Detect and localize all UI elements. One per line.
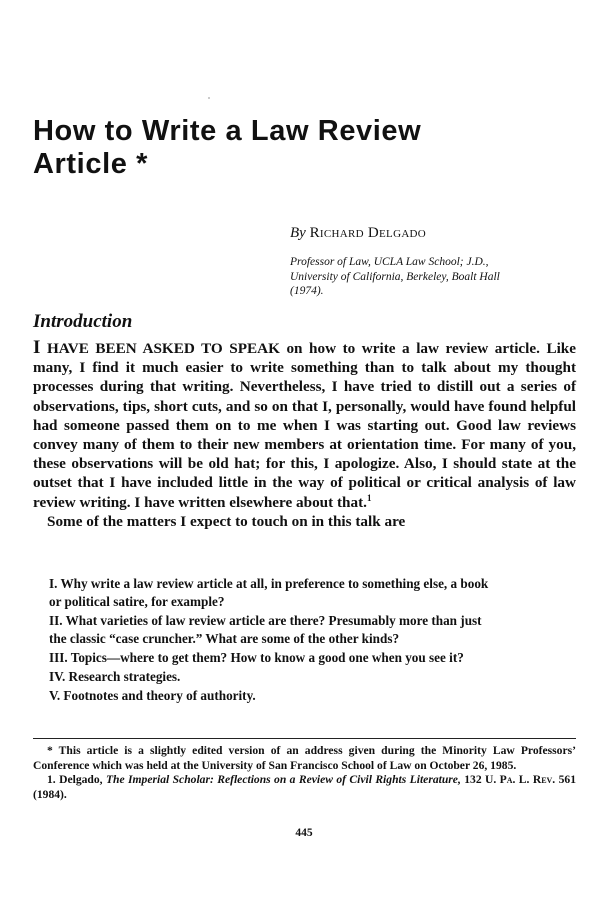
- topic-item-5: V. Footnotes and theory of authority.: [49, 688, 256, 703]
- footnotes: [33, 744, 576, 802]
- page-number: 445: [295, 827, 313, 839]
- article-title-line-2: Article *: [33, 148, 148, 180]
- byline-by: By: [290, 225, 306, 241]
- author-name: Richard Delgado: [309, 225, 427, 241]
- introduction-paragraph-1: [33, 338, 576, 512]
- footnote-1-prefix: 1. Delgado,: [47, 773, 106, 787]
- article-title-line-1: How to Write a Law Review: [33, 115, 422, 147]
- footnote-1: [33, 773, 576, 802]
- section-heading-introduction: Introduction: [33, 311, 133, 332]
- footnote-divider: [33, 738, 576, 739]
- author-affiliation: Professor of Law, UCLA Law School; J.D., University of California, Berkeley, Boalt Hall (1974).: [290, 256, 500, 297]
- scan-speck: [208, 97, 210, 99]
- drop-cap: I: [33, 337, 41, 358]
- introduction-paragraph-1-text: HAVE BEEN ASKED TO SPEAK on how to write a law review article. Like many, I find it much easier to write something than to talk about my thought processes during that writing. Nevertheless, I have tried to distill out a series of observations, tips, short cuts, and so on that I, personally, would have found helpful had someone passed them on to me when I was starting out. Good law reviews convey many of them to their new members at orientation time. For many of you, these observations will be old hat; for this, I apologize. Also, I should state at the outset that I have included little in the way of political or critical analysis of law review writing. I have written elsewhere about that.: [33, 340, 576, 511]
- introduction-paragraph-2: Some of the matters I expect to touch on in this talk are: [47, 512, 406, 530]
- topic-item-1: I. Why write a law review article at all, in preference to something else, a book or political satire, for example?: [49, 576, 489, 609]
- introduction-body: [33, 338, 576, 531]
- topic-item-4: IV. Research strategies.: [49, 669, 181, 684]
- footnote-1-citation-volume: 132: [460, 773, 486, 787]
- footnote-1-citation-page: 561 (1984).: [33, 773, 576, 801]
- topic-item-2: II. What varieties of law review article are there? Presumably more than just the classic “case cruncher.” What are some of the other kinds?: [49, 613, 482, 646]
- footnote-reference-1: 1: [366, 492, 372, 503]
- topics-list: [49, 575, 489, 706]
- footnote-1-citation-journal: U. Pa. L. Rev.: [485, 773, 556, 787]
- byline: [290, 224, 426, 242]
- footnote-star: * This article is a slightly edited version of an address given during the Minority Law Professors’ Conference which was held at the University of San Francisco School of Law on October 26, 1985.: [33, 744, 576, 772]
- article-title: [33, 115, 573, 181]
- topic-item-3: III. Topics—where to get them? How to know a good one when you see it?: [49, 650, 464, 665]
- footnote-1-title: The Imperial Scholar: Reflections on a Review of Civil Rights Literature,: [105, 773, 461, 787]
